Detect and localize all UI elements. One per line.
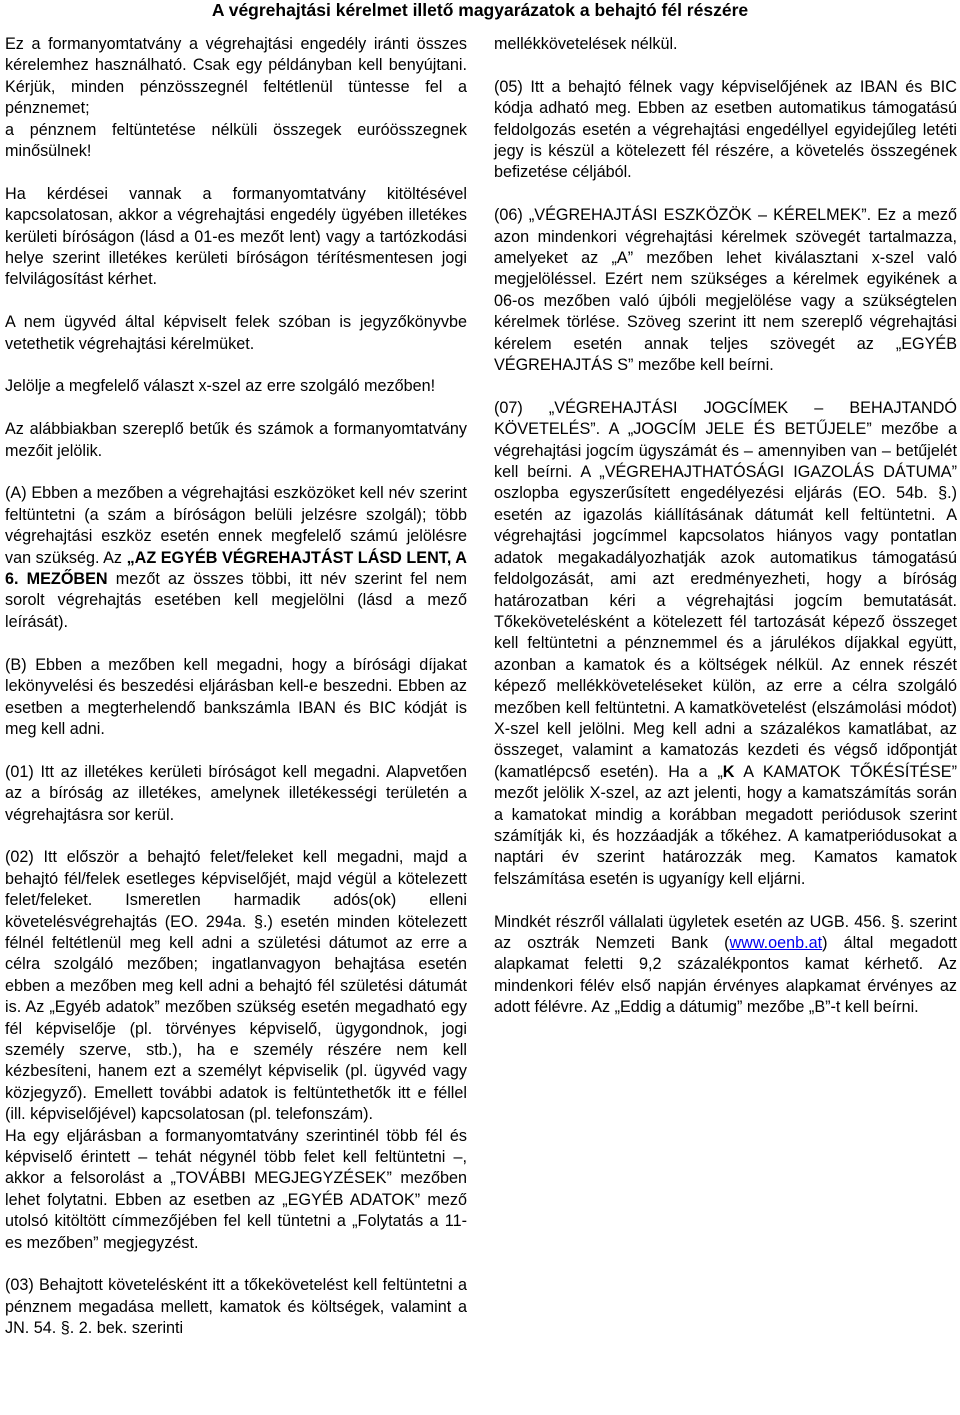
right-column (494, 34, 957, 1040)
interest-text-2: ) által megadott alapkamat feletti 9,2 százalékpontos kamat kérhető. Az mindenkori félév első napján érvényes alapkamat érvényes az adott félévre. Az „Eddig a dátumig” mezőbe „B”-t kell beírni. (494, 934, 958, 1017)
field-02-continuation-paragraph: Ha egy eljárásban a formanyomtatvány szerintinél több fél és képviselő érintett – tehát négynél több felet kell feltüntetni –, akkor a felsorolást a „TOVÁBBI MEGJEGYZÉSEK” mezőben lehet folytatni. Ebben az esetben az „EGYÉB ADATOK” mező utolsó kitöltött címmezőjében fel kell tüntetni a „Folytatás a 11-es mezőben” megjegyzést. (5, 1126, 467, 1252)
field-05-paragraph: (05) Itt a behajtó félnek vagy képviselőjének az IBAN és BIC kódja adható meg. Ebben az esetben automatikus támogatású feldolgozás esetén a végrehajtási engedéllyel egyidejűleg letéti jegy is készül a kötelezett fél részére, a követelés összegének befizetése céljából. (494, 77, 957, 182)
field-legend-paragraph: Az alábbiakban szereplő betűk és számok a formanyomtatvány mezőit jelölik. (5, 420, 467, 460)
field-07-text-2: A KAMATOK TŐKÉSÍTÉSE” mezőt jelölik X-szel, az azt jelenti, hogy a kamatszámítás során a kamatokat mindig a korábban megadott periódusok szerint számítják ki, és hozzáadják a tőkéhez. A kamatperiódusokat a naptári év szerint határozzák meg. Kamatos kamatok felszámítása esetén is ugyanígy kell eljárni. (494, 762, 957, 888)
field-a-text-2: mezőt az összes többi, itt név szerint fel nem sorolt végrehajtás esetében kell megjelölni (lásd a mező leírását). (5, 570, 468, 631)
field-07-paragraph (494, 398, 957, 890)
field-a-bold-text: „AZ EGYÉB VÉGREHAJTÁST LÁSD LENT, A 6. MEZŐBEN (5, 548, 467, 589)
field-01-paragraph: (01) Itt az illetékes kerületi bíróságot kell megadni. Alapvetően az a bíróság az illetékes, amelynek illetékességi területén a végrehajtásra sor kerül. (5, 762, 467, 824)
left-column (5, 34, 467, 1340)
mark-instruction-paragraph: Jelölje a megfelelő választ x-szel az erre szolgáló mezőben! (5, 377, 436, 396)
field-07-text-1: (07) „VÉGREHAJTÁSI JOGCÍMEK – BEHAJTANDÓ KÖVETELÉS”. A „JOGCÍM JELE ÉS BETŰJELE” mezőbe a végrehajtási jogcím ügyszámát és – amennyiben van – betűjelét kell beírni. A „VÉGREHAJTHATÓSÁGI IGAZOLÁS DÁTUMA” oszlopba egyszerűsített engedélyezési eljárás (EO. 54b. §.) esetén az igazolás kiállításának dátumát kell feltüntetni. A végrehajtási jogcímmel kapcsolatos hiányos vagy pontatlan adatok megakadályozhatják azok automatikus támogatású feldolgozását, ami azt eredményezheti, hogy a bíróság határozatban kéri a végrehajtási jogcím bemutatását. Tőkekövetelésként a kötelezett fél tartozását képező összeget kell feltüntetni a pénznemmel és a járulékos díjakkal együtt, azonban a kamatok és a költségek nélkül. Az ennek részét képező mellékköveteléseket külön, az erre a célra szolgáló mezőben kell feltüntetni. A kamatkövetelést (elszámolási módot) X-szel kell jelölni. Meg kell adni a százalékos kamatlábat, az összeget, valamint a kamatozás kezdeti és végső időpontját (kamatlépcső esetén). Ha a „ (494, 398, 957, 781)
page-title: A végrehajtási kérelmet illető magyarázatok a behajtó fél részére (211, 0, 749, 20)
oral-request-paragraph: A nem ügyvéd által képviselt felek szóban is jegyzőkönyvbe vetethetik végrehajtási kérelmüket. (5, 313, 467, 353)
field-07-bold-letter: K (722, 762, 735, 781)
field-02-paragraph: (02) Itt először a behajtó felet/feleket kell megadni, majd a behajtó fél/felek esetleges képviselőjét, majd végül a kötelezett felet/feleket. Ismeretlen harmadik adós(ok) elleni követelésvégrehajtás (EO. 294a. §.) esetén minden kötelezett félnél feltétlenül meg kell adni a születési dátumot az erre a célra szolgáló mezőben; ingatlanvagyon behajtása esetén ebben a mezőben meg kell adni a behajtó fél születési dátumát is. Az „Egyéb adatok” mezőben szükség esetén megadható egy fél képviselője (pl. törvényes képviselő, ügygondnok, jogi személy szerve, stb.), ha e személy részére nem kell kézbesíteni, hanem ezt a személyt képviselik (pl. ügyvéd vagy közjegyző). Emellett további adatok is feltüntethetők itt e féllel (ill. képviselőjével) kapcsolatosan (pl. telefonszám). (5, 848, 467, 1124)
field-03-paragraph: (03) Behajtott követelésként itt a tőkekövetelést kell feltüntetni a pénznem megadása mellett, kamatok és költségek, valamint a JN. 54. §. 2. bek. szerinti (5, 1276, 467, 1338)
oenb-link[interactable]: www.oenb.at (729, 934, 823, 952)
field-06-paragraph: (06) „VÉGREHAJTÁSI ESZKÖZÖK – KÉRELMEK”. Ez a mező azon mindenkori végrehajtási kérelmek szövegét tartalmazza, amelyeket az „A” mezőben lehet kiválasztani x-szel való megjelöléssel. Ezért nem szükséges a kérelmek egyikének a 06-os mezőben való újbóli megjelölése vagy a szükségtelen kérelmek törlése. Szöveg szerint itt nem szereplő végrehajtási kérelem esetén annak teljes szövegét az „EGYÉB VÉGREHAJTÁS S” mezőbe kell beírni. (494, 206, 957, 375)
intro-paragraph: Ez a formanyomtatvány a végrehajtási engedély iránti összes kérelemhez használható. Csak egy példányban kell benyújtani. Kérjük, minden pénzösszegnél feltétlenül tüntesse fel a pénznemet; a pénznem feltüntetése nélküli összegek euróösszegnek minősülnek! (5, 35, 467, 161)
field-b-paragraph: (B) Ebben a mezőben kell megadni, hogy a bírósági díjakat lekönyvelési és beszedési eljárásban kell-e beszedni. Ebben az esetben a megterhelendő bankszámla IBAN és BIC kódját is meg kell adni. (5, 655, 467, 738)
help-paragraph: Ha kérdései vannak a formanyomtatvány kitöltésével kapcsolatosan, akkor a végrehajtási engedély ügyében illetékes kerületi bíróságon (lásd a 01-es mezőt lent) vagy a tartózkodási helye szerint illetékes kerületi bíróságon térítésmentesen jogi felvilágosítást kérhet. (5, 184, 467, 289)
field-a-paragraph (5, 483, 467, 633)
interest-text-1: Mindkét részről vállalati ügyletek esetén az UGB. 456. §. szerint az osztrák Nemzeti Bank ( (494, 912, 957, 952)
field-a-text-1: (A) Ebben a mezőben a végrehajtási eszközöket kell név szerint feltüntetni (a szám a bíróságon belüli jelzésre szolgál); több végrehajtási eszköz esetén ennek megfelelő számú jelölésre van szükség. Az (5, 484, 467, 567)
field-03-continuation: mellékkövetelések nélkül. (494, 35, 678, 53)
interest-rate-paragraph (494, 912, 957, 1019)
